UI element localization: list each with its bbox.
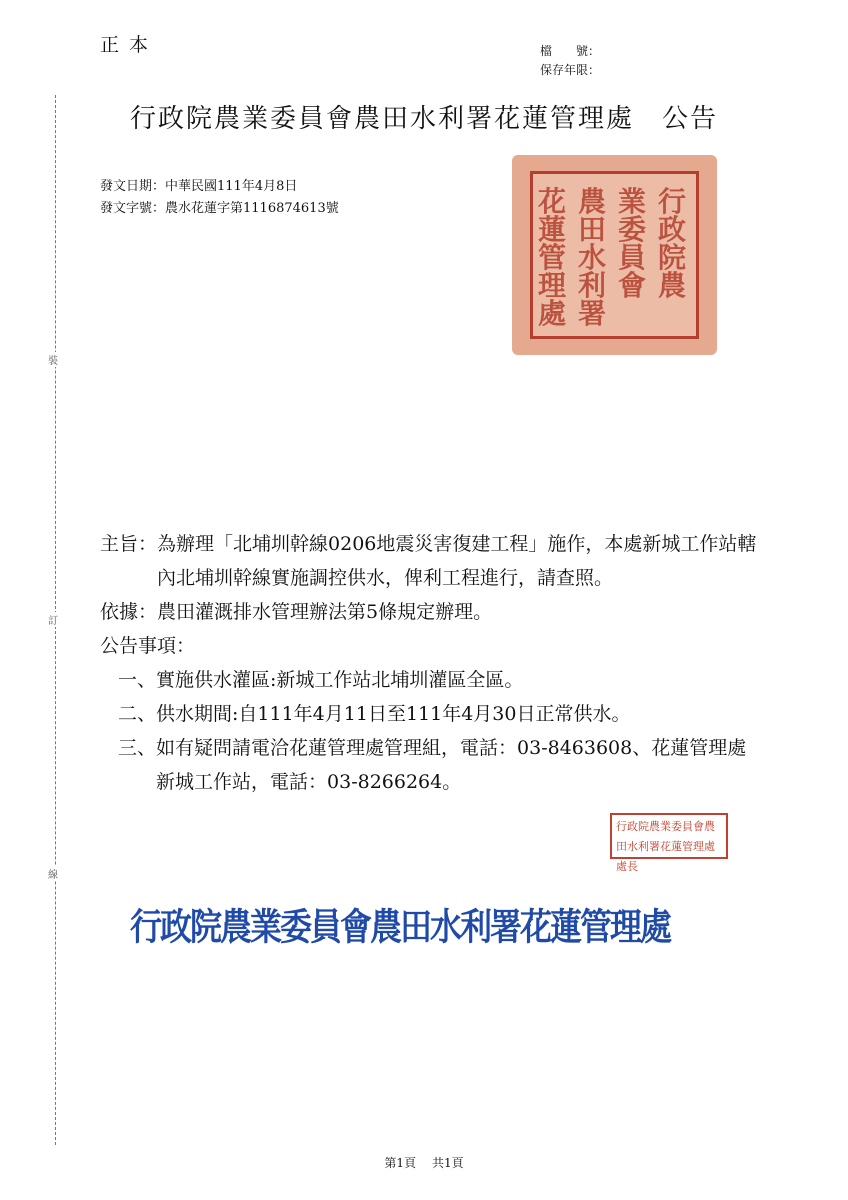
reference-number: 發文字號：農水花蓮字第1116874613號	[100, 201, 339, 216]
notice-item	[100, 731, 760, 799]
page-footer	[0, 1154, 848, 1171]
binding-mark-line: 線	[48, 866, 58, 881]
subject-text: 為辦理「北埔圳幹線0206地震災害復建工程」施作，本處新城工作站轄內北埔圳幹線實施調控供水，俾利工程進行，請查照。	[157, 533, 757, 589]
notice-item-text: 供水期間:自111年4月11日至111年4月30日正常供水。	[156, 703, 631, 725]
official-seal-small: 行政院農業委員會農田水利署花蓮管理處處長	[610, 813, 728, 859]
official-seal-large	[512, 155, 717, 355]
issue-info	[100, 176, 339, 220]
seal-column-1: 行政院農	[657, 185, 686, 302]
issuing-organization: 行政院農業委員會農田水利署花蓮管理處	[130, 104, 635, 134]
retention-period-label: 保存年限：	[540, 63, 601, 77]
basis-label: 依據：	[100, 601, 158, 623]
total-pages: 共1頁	[432, 1156, 464, 1170]
document-title	[130, 98, 718, 135]
notice-item	[100, 663, 760, 697]
binding-mark-staple: 訂	[48, 612, 58, 627]
notice-heading	[100, 629, 760, 663]
seal-column-4: 花蓮管理處	[537, 185, 566, 330]
seal-column-2: 業委員會	[617, 185, 646, 302]
document-body	[100, 527, 760, 799]
issue-date: 發文日期：中華民國111年4月8日	[100, 179, 298, 194]
notice-item	[100, 697, 760, 731]
binding-mark-bind: 裝	[48, 352, 58, 367]
file-meta	[540, 42, 600, 80]
notice-item-number: 一、	[118, 669, 157, 691]
page-number: 第1頁	[384, 1156, 416, 1170]
basis-text: 農田灌溉排水管理辦法第5條規定辦理。	[157, 601, 493, 623]
organization-stamp: 行政院農業委員會農田水利署花蓮管理處	[130, 904, 671, 949]
subject-label: 主旨：	[100, 533, 158, 555]
copy-label: 正本	[100, 34, 159, 56]
seal-column-3: 農田水利署	[577, 185, 606, 330]
subject-paragraph	[100, 527, 760, 595]
file-number-label: 檔 號：	[540, 44, 601, 58]
document-type: 公告	[662, 104, 719, 134]
notice-label: 公告事項：	[100, 635, 196, 657]
basis-paragraph	[100, 595, 760, 629]
notice-item-text: 實施供水灌區:新城工作站北埔圳灌區全區。	[156, 669, 524, 691]
notice-item-number: 三、	[118, 737, 157, 759]
notice-item-number: 二、	[118, 703, 157, 725]
notice-item-text: 如有疑問請電洽花蓮管理處管理組，電話：03-8463608、花蓮管理處新城工作站，電話：03-8266264。	[156, 737, 747, 793]
